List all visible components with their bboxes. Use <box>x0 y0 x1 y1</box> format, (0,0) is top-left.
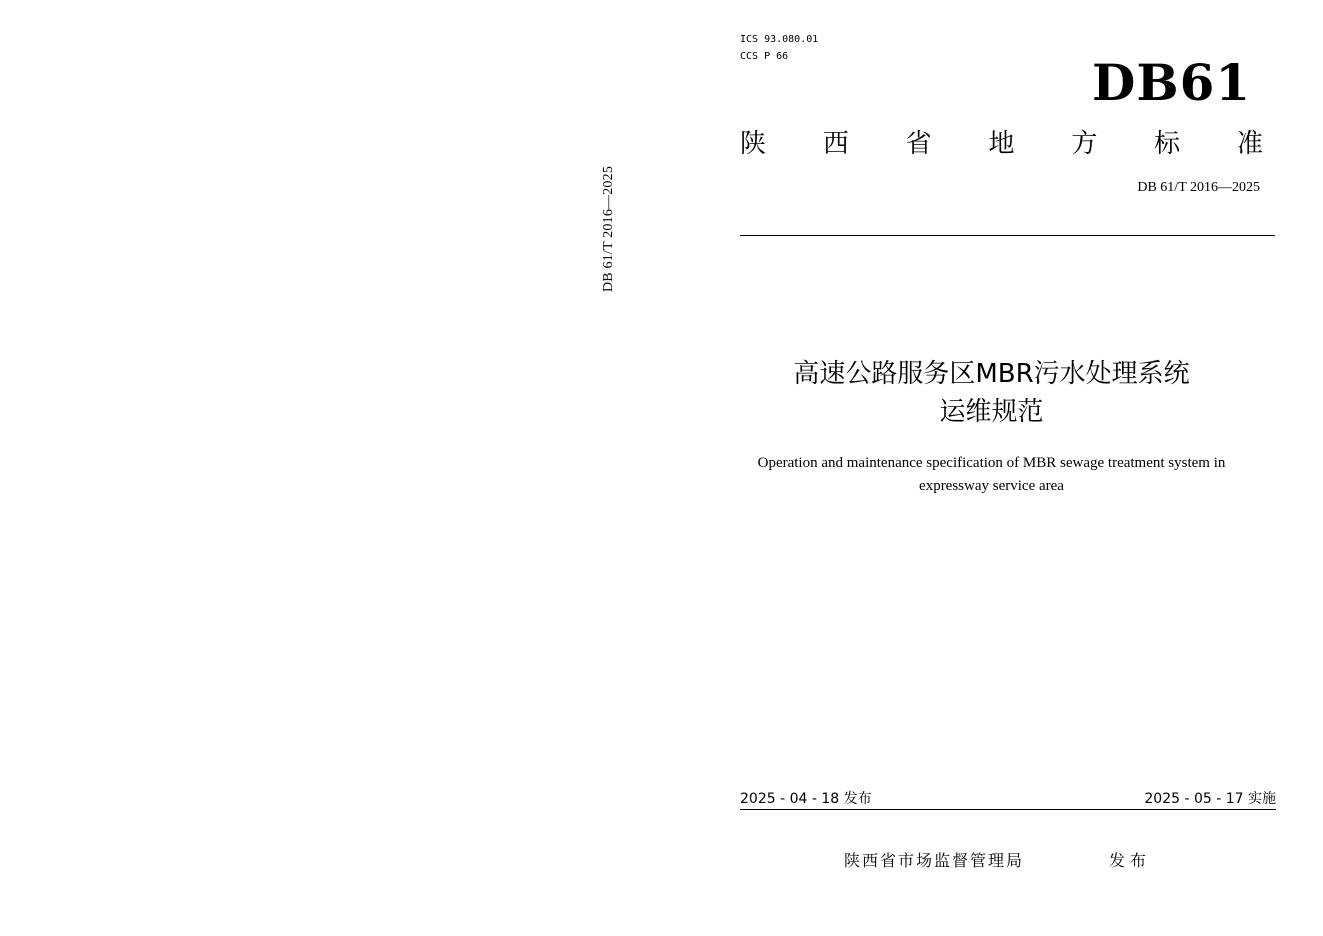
spine-standard-number: DB 61/T 2016—2025 <box>601 165 616 293</box>
standard-type-char: 标 <box>1154 129 1181 159</box>
title-cn-line1: 高速公路服务区MBR污水处理系统 <box>793 359 1190 389</box>
title-cn-line2: 运维规范 <box>939 397 1044 427</box>
standard-type-char: 省 <box>905 129 932 159</box>
standard-type-char: 地 <box>988 129 1015 159</box>
publish-word: 发布 <box>1109 851 1152 870</box>
title-en-line1: Operation and maintenance specification of MBR sewage treatment system in <box>757 455 1226 471</box>
standard-type-char: 陕 <box>740 129 767 159</box>
date-divider <box>740 809 1276 810</box>
issue-date: 2025 - 04 - 18 发布 <box>740 791 872 807</box>
publisher-name: 陕西省市场监督管理局 <box>844 851 1025 870</box>
standard-type <box>740 126 1263 162</box>
title-en-line2: expressway service area <box>919 478 1064 494</box>
standard-number: DB 61/T 2016—2025 <box>1137 180 1260 195</box>
standard-type-char: 西 <box>822 129 849 159</box>
ics-code: ICS 93.080.01 <box>740 34 819 45</box>
standard-type-char: 方 <box>1071 129 1098 159</box>
header-divider <box>740 235 1275 236</box>
standard-type-char: 准 <box>1236 129 1263 159</box>
implementation-date: 2025 - 05 - 17 实施 <box>1144 791 1276 807</box>
db61-logo: DB61 <box>1092 53 1252 112</box>
ccs-code: CCS P 66 <box>740 51 789 62</box>
